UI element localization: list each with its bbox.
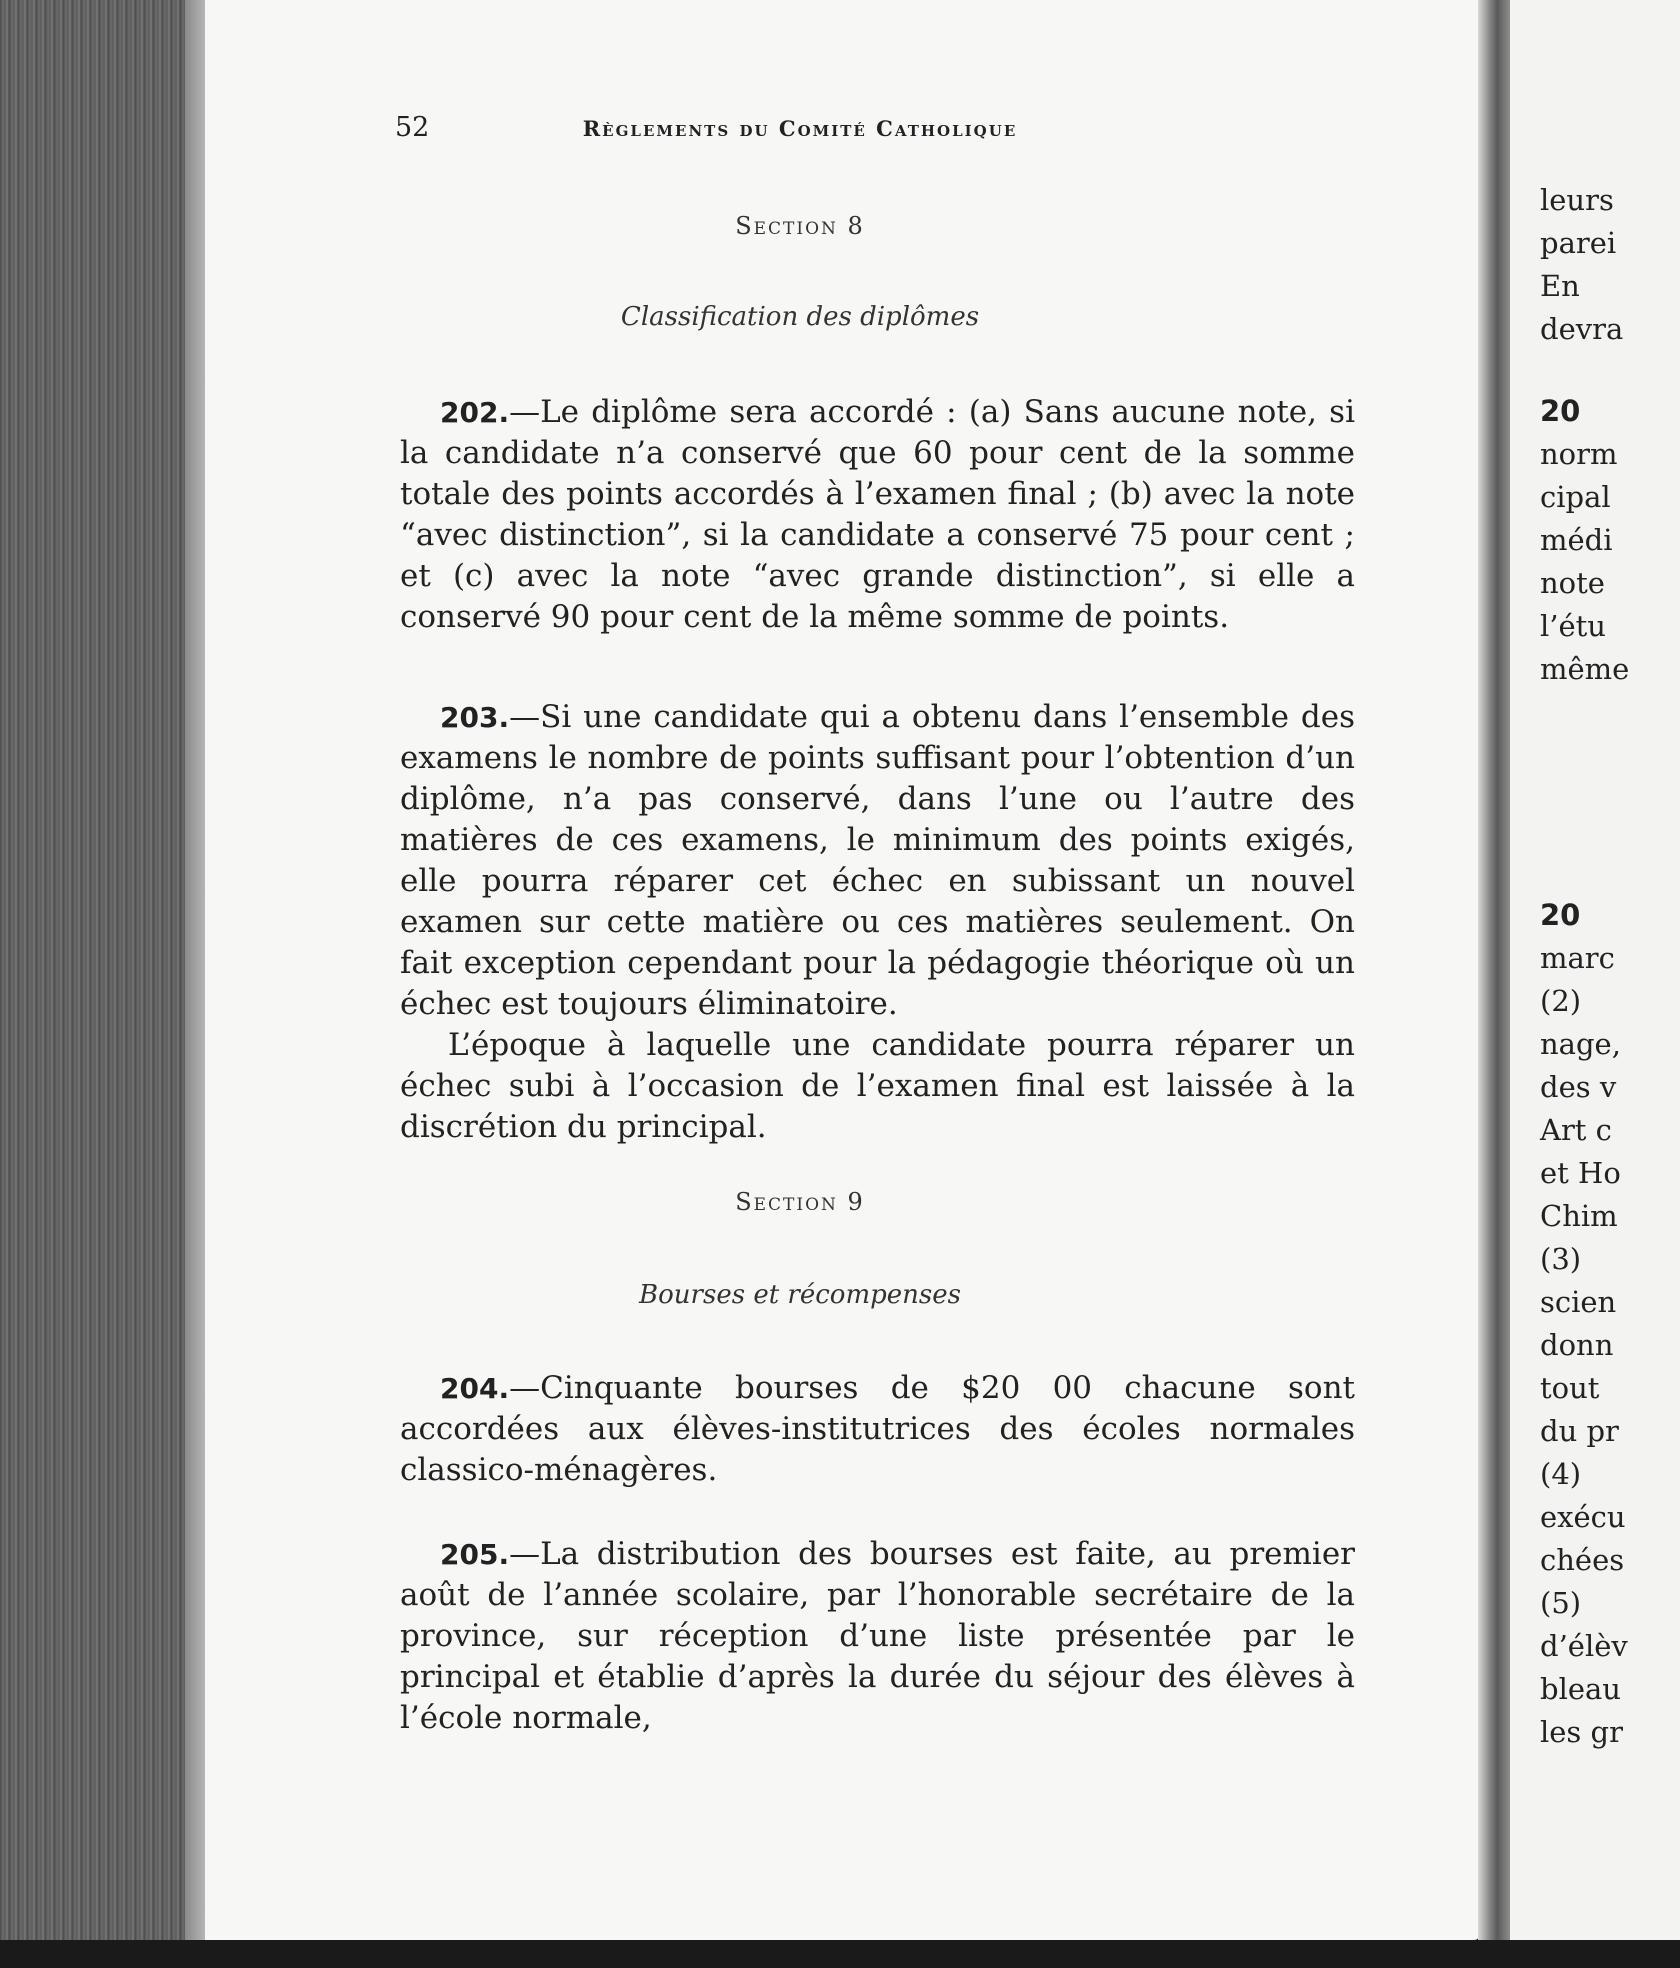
article-205 (400, 1534, 1355, 1739)
article-number: 204. (440, 1372, 510, 1405)
bottom-shadow (0, 1940, 1680, 1968)
section-9-subtitle: Bourses et récompenses (639, 1280, 961, 1310)
right-line: chées (1540, 1543, 1625, 1577)
article-number: 205. (440, 1538, 510, 1571)
article-204 (400, 1368, 1355, 1491)
right-line: cipal (1540, 480, 1611, 514)
article-text: —Si une candidate qui a obtenu dans l’ensemble des examens le nombre de points suffisant pour l’obtention d’un diplôme, n’a pas conservé, dans l’une ou l’autre des matières de ces examens, le minimum des points exigés, elle pourra réparer cet échec en subissant un nouvel examen sur cette matière ou ces matières seulement. On fait exception cependant pour la pédagogie théorique où un échec est toujours éliminatoire. (400, 699, 1355, 1022)
running-title: Règlements du Comité Catholique (582, 116, 1018, 141)
right-line: Art c (1540, 1113, 1612, 1147)
right-line: En (1540, 269, 1580, 303)
right-line: exécu (1540, 1500, 1626, 1534)
right-line: Chim (1540, 1199, 1618, 1233)
right-line: (3) (1540, 1242, 1582, 1276)
right-line: devra (1540, 312, 1624, 346)
right-line: d’élèv (1540, 1629, 1628, 1663)
article-continuation: L’époque à laquelle une candidate pourra réparer un échec subi à l’occasion de l’examen final est laissée à la discrétion du principal. (400, 1027, 1355, 1145)
article-number: 203. (440, 701, 510, 734)
right-line: note (1540, 566, 1605, 600)
right-line: et Ho (1540, 1156, 1621, 1190)
running-head (395, 112, 1205, 152)
right-line: 20 (1540, 898, 1581, 932)
right-line: médi (1540, 523, 1613, 557)
right-line: norm (1540, 437, 1618, 471)
right-line: 20 (1540, 394, 1581, 428)
right-line: les gr (1540, 1715, 1623, 1749)
article-203 (400, 697, 1355, 1148)
right-line: l’étu (1540, 609, 1606, 643)
right-line: du pr (1540, 1414, 1619, 1448)
right-line: des v (1540, 1070, 1617, 1104)
right-line: (4) (1540, 1457, 1582, 1491)
page-number: 52 (395, 112, 430, 143)
article-number: 202. (440, 396, 510, 429)
right-line: nage, (1540, 1027, 1621, 1061)
right-line: même (1540, 652, 1630, 686)
right-line: marc (1540, 941, 1615, 975)
article-text: —Cinquante bourses de $20 00 chacune sont accordées aux élèves-institutrices des écoles normales classico-ménagères. (400, 1370, 1355, 1488)
right-line: (5) (1540, 1586, 1582, 1620)
article-text: —La distribution des bourses est faite, au premier août de l’année scolaire, par l’honorable secrétaire de la province, sur réception d’une liste présentée par le principal et établie d’après la durée du séjour des élèves à l’école normale, (400, 1536, 1355, 1736)
article-202 (400, 392, 1355, 638)
section-8-subtitle: Classification des diplômes (620, 302, 980, 332)
right-line: bleau (1540, 1672, 1621, 1706)
section-8-heading: Section 8 (735, 212, 865, 240)
article-text: —Le diplôme sera accordé : (a) Sans aucune note, si la candidate n’a conservé que 60 pour cent de la somme totale des points accordés à l’examen final ; (b) avec la note “avec distinction”, si la candidate a conservé 75 pour cent ; et (c) avec la note “avec grande distinction”, si elle a conservé 90 pour cent de la même somme de points. (400, 394, 1355, 635)
right-line: (2) (1540, 984, 1582, 1018)
right-line: tout (1540, 1371, 1600, 1405)
book-gutter (1478, 0, 1510, 1940)
book-page-edges (0, 0, 205, 1968)
right-line: leurs (1540, 183, 1614, 217)
right-line: scien (1540, 1285, 1617, 1319)
section-9-heading: Section 9 (735, 1188, 865, 1216)
right-line: donn (1540, 1328, 1614, 1362)
right-line: parei (1540, 226, 1617, 260)
